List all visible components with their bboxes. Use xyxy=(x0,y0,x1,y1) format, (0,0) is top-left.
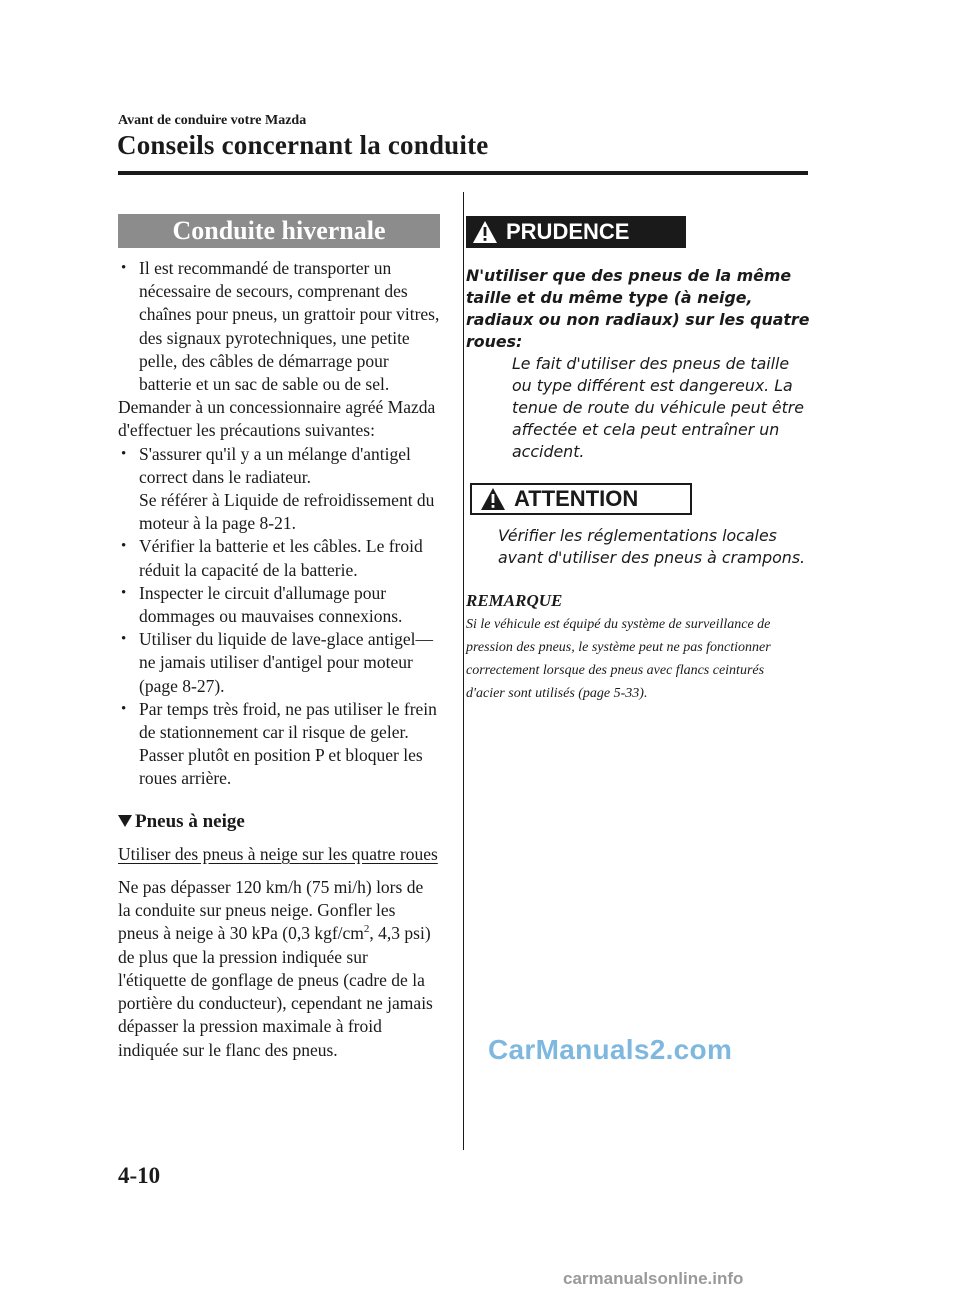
note-text: Si le véhicule est équipé du système de surveillance de pression des pneus, le système peut ne pas fonctionner correctement lorsque des pneus avec flancs ceinturés d'acier sont utilisés (page 5-33). xyxy=(466,617,771,701)
prudence-label: PRUDENCE xyxy=(506,219,630,244)
warning-triangle-icon xyxy=(480,487,506,511)
warning-triangle-icon xyxy=(472,220,498,244)
header-title: Conseils concernant la conduite xyxy=(117,130,489,160)
attention-block xyxy=(466,483,811,569)
bullet-item: • Par temps très froid, ne pas utiliser le frein de stationnement car il risque de geler. Passer plutôt en position P et bloquer les roues arrière. xyxy=(118,698,440,791)
left-column xyxy=(118,214,440,1062)
bullet-item: • Inspecter le circuit d'allumage pour dommages ou mauvaises connexions. xyxy=(118,582,440,628)
column-divider xyxy=(463,192,464,1150)
page-number: 4-10 xyxy=(118,1163,161,1188)
paragraph-text-end: , 4,3 psi) de plus que la pression indiquée sur l'étiquette de gonflage de pneus (cadre de la portière du conducteur), cependant ne jamais dépasser la pression maximale à froid indiquée sur le flanc des pneus. xyxy=(118,923,433,1060)
superscript: 2 xyxy=(363,923,370,936)
header-subtitle: Avant de conduire votre Mazda xyxy=(118,113,307,128)
right-column xyxy=(466,216,811,705)
underline-heading: Utiliser des pneus à neige sur les quatre roues xyxy=(118,843,438,864)
precautions-paragraph: Demander à un concessionnaire agréé Mazda d'effectuer les précautions suivantes: xyxy=(118,397,436,441)
bullet-item: • Vérifier la batterie et les câbles. Le froid réduit la capacité de la batterie. xyxy=(118,535,440,581)
prudence-body: Le fait d'utiliser des pneus de taille ou type différent est dangereux. La tenue de route du véhicule peut être affectée et cela peut entraîner un accident. xyxy=(512,354,805,461)
attention-badge xyxy=(470,483,692,515)
bullet-item: • Utiliser du liquide de lave-glace antigel—ne jamais utiliser d'antigel pour moteur (page 8-27). xyxy=(118,628,440,698)
paragraph-text-start: Ne pas dépasser 120 km/h (75 mi/h) lors de la conduite sur pneus neige. Gonfler les pneus à neige à 30 kPa (0,3 kgf/cm xyxy=(118,877,424,944)
section-title: Conduite hivernale xyxy=(118,214,440,248)
prudence-heading: N'utiliser que des pneus de la même taille et du même type (à neige, radiaux ou non radiaux) sur les quatre roues: xyxy=(466,266,810,351)
snow-tire-paragraph xyxy=(118,876,440,1062)
header-rule xyxy=(118,171,808,175)
snow-tires-subheading xyxy=(118,810,440,833)
prudence-badge xyxy=(466,216,686,248)
attention-label: ATTENTION xyxy=(514,486,639,511)
watermark: CarManuals2.com xyxy=(488,1034,733,1065)
note-label: REMARQUE xyxy=(466,591,563,610)
bullet-item: • S'assurer qu'il y a un mélange d'antigel correct dans le radiateur. Se référer à Liquide de refroidissement du moteur à la page 8-21. xyxy=(118,443,440,536)
bullet-intro: • Il est recommandé de transporter un nécessaire de secours, comprenant des chaînes pour pneus, un grattoir pour vitres, des signaux pyrotechniques, une petite pelle, des câbles de démarrage pour batterie et un sac de sable ou de sel. xyxy=(118,257,440,396)
footer-site: carmanualsonline.info xyxy=(563,1269,744,1288)
subheading-text: Pneus à neige xyxy=(135,810,245,832)
attention-body: Vérifier les réglementations locales avant d'utiliser des pneus à crampons. xyxy=(498,526,806,567)
triangle-down-icon xyxy=(118,815,132,827)
